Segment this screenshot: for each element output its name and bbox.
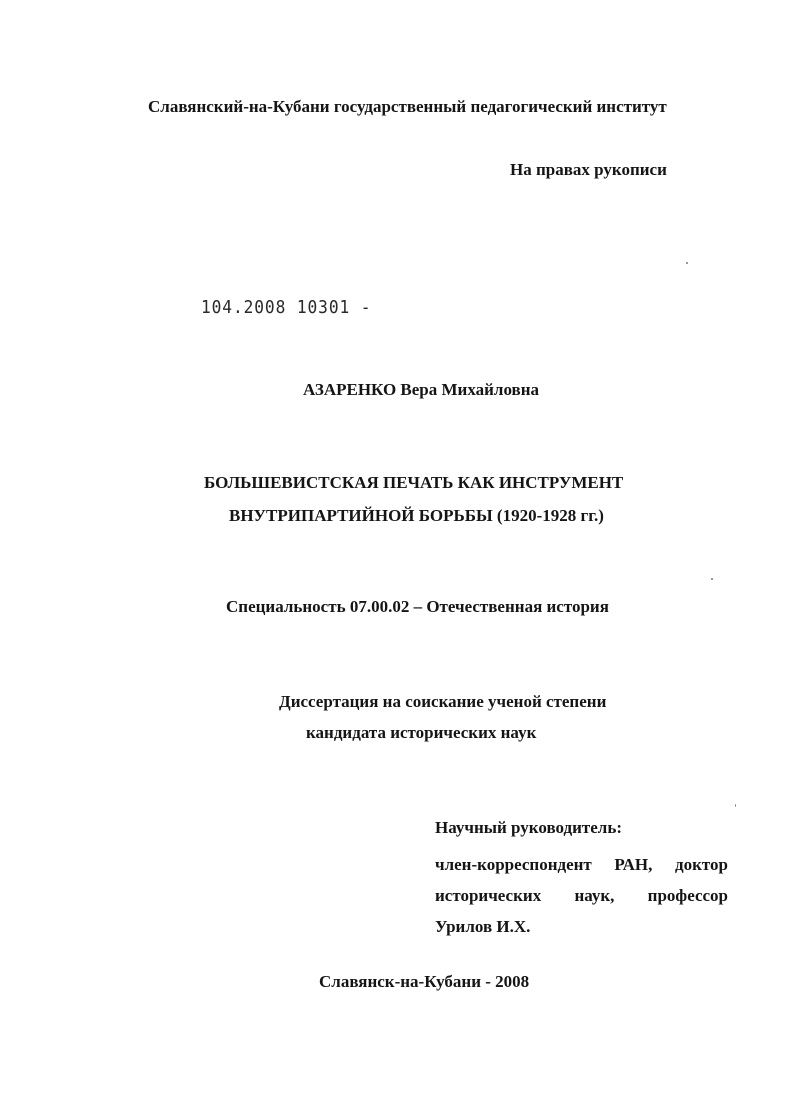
scan-speck [735, 804, 736, 807]
manuscript-rights-note: На правах рукописи [510, 160, 667, 179]
institute-name: Славянский-на-Кубани государственный педагогический институт [148, 97, 667, 116]
scan-speck [711, 578, 713, 580]
author-name: АЗАРЕНКО Вера Михайловна [303, 380, 540, 399]
registration-stamp: 104.2008 10301 - [201, 297, 372, 318]
degree-line-2: кандидата исторических наук [306, 723, 537, 742]
supervisor-title-line-2: исторических наук, профессор [435, 886, 728, 905]
supervisor-name: Урилов И.Х. [435, 917, 531, 936]
scan-speck [686, 262, 688, 264]
thesis-title-line-2: ВНУТРИПАРТИЙНОЙ БОРЬБЫ (1920-1928 гг.) [229, 506, 604, 525]
supervisor-title-line-1: член-корреспондент РАН, доктор [435, 855, 728, 874]
supervisor-details [435, 849, 728, 942]
place-and-year: Славянск-на-Кубани - 2008 [319, 972, 530, 991]
supervisor-heading: Научный руководитель: [435, 818, 622, 837]
specialty-line: Специальность 07.00.02 – Отечественная история [226, 597, 609, 616]
degree-line-1: Диссертация на соискание ученой степени [279, 692, 607, 711]
thesis-title-line-1: БОЛЬШЕВИСТСКАЯ ПЕЧАТЬ КАК ИНСТРУМЕНТ [204, 473, 624, 492]
